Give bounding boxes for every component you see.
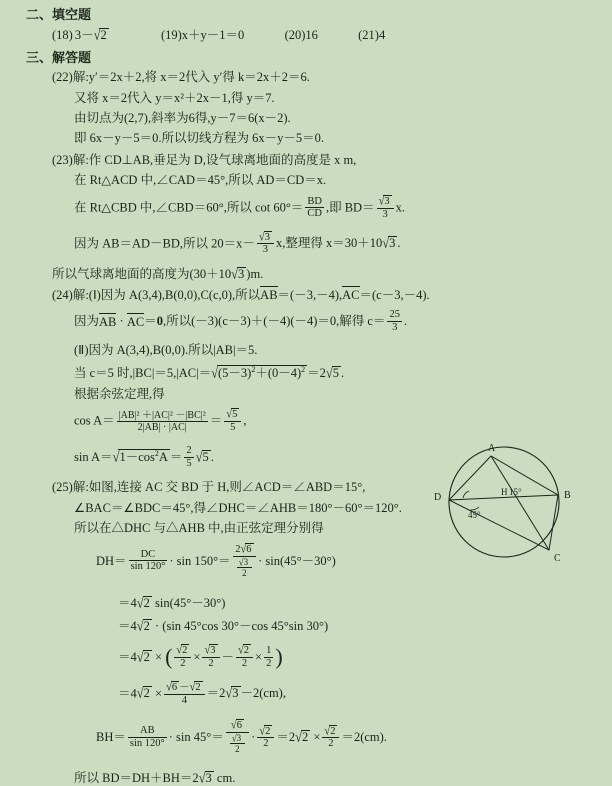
q24-line-5: 根据余弦定理,得 (74, 387, 165, 402)
svg-text:H: H (501, 487, 508, 497)
frac-sqrt6-sqrt2-4 (164, 681, 205, 707)
q23-l4-text-a: 因为 AB＝AD－BD,所以 20＝x－ (74, 236, 255, 251)
times-2: × (255, 649, 263, 664)
exam-answer-page (0, 7, 612, 786)
frac-num: √6 －√2 (166, 680, 201, 694)
frac-den: 3 (377, 208, 394, 221)
frac-num: √6 (230, 719, 242, 733)
frac-num: √2 (259, 724, 271, 738)
circle-quadrilateral-diagram (408, 440, 604, 564)
frac-cosine-rule (117, 410, 208, 433)
answer-18-text: 3－√2 (74, 26, 107, 43)
frac-den (233, 556, 256, 579)
frac-num: √2 (324, 724, 336, 738)
q23-line-1: (23)解:作 CD⊥AB,垂足为 D,设气球离地面的高度是 x m, (52, 152, 357, 167)
q23-l3-text-a: 在 Rt△CBD 中,∠CBD＝60°,所以 cot 60°＝ (74, 200, 304, 215)
comma-1: , (243, 414, 247, 429)
frac-num: DC (140, 548, 156, 560)
inner-frac-2 (230, 732, 245, 754)
q24-line-6 (74, 409, 612, 435)
fill-in-answer-row (52, 28, 612, 42)
frac-bd-cd (305, 196, 324, 221)
frac-sqrt6-over (226, 719, 249, 755)
q24-line-1: (24)解:(Ⅰ)因为 A(3,4),B(0,0),C(c,0),所以AB ＝(－3,－4),AC ＝(c－3,－4). (52, 288, 430, 303)
q25-line-1: (25)解:如图,连接 AC 交 BD 于 H,则∠ACD＝∠ABD＝15°, (52, 480, 366, 495)
frac-den: 2 (322, 737, 339, 750)
answer-18-num: (18) (52, 27, 73, 42)
q23-line-4 (74, 232, 612, 258)
q25-l8-tail: ＝2√3 －2(cm), (206, 685, 286, 702)
q25-line-9 (96, 720, 612, 756)
inner-frac (237, 556, 252, 578)
q23-line-5: 所以气球离地面的高度为(30＋10√3 )m. (52, 266, 264, 283)
q22-line-4: 即 6x－y－5＝0.所以切线方程为 6x－y－5＝0. (74, 130, 325, 145)
frac-sqrt3-2-a (202, 644, 219, 670)
frac-den: 2 (230, 743, 245, 754)
answer-19-text: x＋y－1＝0 (181, 27, 245, 42)
q25-line-5: ＝4√2 sin(45°－30°) (118, 594, 226, 611)
frac-den: 3 (257, 243, 274, 256)
q23-l3-text-c: x. (395, 200, 405, 215)
answer-21-num: (21) (358, 27, 379, 42)
q24-l7-tail: √5 . (195, 448, 214, 466)
svg-text:C: C (554, 553, 561, 564)
bh-label: BH＝ (96, 730, 126, 745)
frac-num: √2 (238, 644, 250, 658)
q22-line-2: 又将 x＝2代入 y＝x²＋2x－1,得 y＝7. (74, 90, 275, 105)
times-1: × (193, 649, 201, 664)
frac-num: √3 (378, 195, 390, 208)
svg-text:45°: 45° (468, 510, 481, 520)
sin-diff-text: · sin(45°－30°) (258, 553, 336, 568)
cos-a-label: cos A＝ (74, 414, 115, 429)
q22-line-3: 由切点为(2,7),斜率为6得,y－7＝6(x－2). (74, 110, 291, 125)
frac-sqrt3-3-b (257, 231, 274, 257)
frac-num: √5 (226, 408, 238, 422)
equals-1: ＝ (209, 414, 223, 429)
answer-20-num: (20) (284, 27, 306, 42)
frac-num: √3 (204, 644, 216, 658)
q25-line-8: ＝4√2 × $\frac{√6 -√2}{4}$ ＝2√3 －2(cm), (118, 680, 286, 706)
frac-den: 2 (266, 657, 272, 669)
frac-den: 2 (257, 737, 274, 750)
frac-sqrt2-2-a (174, 644, 191, 670)
frac-num: BD (307, 195, 322, 207)
dh-label: DH＝ (96, 553, 127, 568)
q25-l9-tail-b: ＝2(cm). (341, 730, 387, 745)
frac-den: 2|AB| · |AC| (117, 421, 208, 433)
frac-den: 3 (387, 321, 402, 334)
frac-den: 2 (174, 657, 191, 670)
q25-line-2: ∠BAC＝∠BDC＝45°,得∠DHC＝∠AHB＝180°－60°＝120°. (74, 500, 402, 515)
frac-num: √2 (176, 644, 188, 658)
frac-num: 2 (186, 444, 192, 456)
frac-1-2 (264, 645, 273, 670)
q24-line-7: $\sin A=√1-\cos^2A$ ＝ $\frac{2}{5}$ √5 . (74, 444, 214, 469)
frac-num: √3 (238, 555, 249, 568)
sin45-text: · sin 45°＝ (168, 730, 224, 745)
sin150-text: · sin 150°＝ (169, 553, 231, 568)
frac-num: |AB|² ＋|AC|² －|BC|² (118, 409, 206, 421)
q25-line-6: ＝4√2 · (sin 45°cos 30°－cos 45°sin 30°) (118, 617, 329, 634)
frac-den: 4 (164, 694, 205, 707)
q23-l4-text-b: x,整理得 x＝30＋10√3 . (275, 235, 401, 252)
frac-25-3 (387, 309, 402, 334)
frac-sqrt5-5 (224, 408, 241, 434)
dot-1: · (251, 730, 256, 745)
q25-line-7: ＝4√2 × ( $\frac{√2}{2}$ × $\frac{√3}{2}$ － $\frac{√2}{2}$ × $\frac{1}{2}$ ) (118, 643, 283, 670)
vector-ac: AC (342, 288, 360, 303)
q24-line-2: 因为AB · AC ＝0,所以(－3)(c－3)＋(－4)(－4)＝0,解得 c＝ $\frac{25}{3}$ . (74, 309, 408, 334)
frac-2sqrt6-sqrt3-2 (233, 543, 256, 579)
q23-l3-text-b: ,即 BD＝ (325, 200, 375, 215)
q23-line-3 (74, 196, 612, 222)
vector-ab: AB (260, 288, 278, 303)
frac-den: 5 (224, 421, 241, 434)
frac-sqrt3-3 (377, 195, 394, 221)
section-heading-3: 三、解答题 (26, 49, 92, 65)
frac-num: 25 (389, 309, 400, 321)
frac-ab-sin120 (128, 725, 167, 750)
frac-sqrt2-2-c (257, 725, 274, 751)
q25-line-10: 所以 BD＝DH＋BH＝2√3 cm. (74, 770, 236, 786)
q24-line-3: (Ⅱ)因为 A(3,4),B(0,0).所以|AB|＝5. (74, 342, 258, 357)
frac-num: √3 (258, 230, 270, 244)
frac-den: 2 (202, 657, 219, 670)
minus-1: － (221, 649, 235, 664)
frac-den: 5 (186, 457, 192, 469)
vector-ac-2: AC (126, 314, 145, 329)
frac-den (226, 732, 249, 755)
q22-line-1: (22)解:y′＝2x＋2,将 x＝2代入 y′得 k＝2x＋2＝6. (52, 70, 310, 85)
frac-den: sin 120° (130, 561, 166, 573)
frac-sqrt2-2-b (236, 644, 253, 670)
vector-ab-2: AB (99, 314, 117, 329)
frac-den: sin 120° (129, 737, 165, 749)
frac-num: √3 (231, 732, 242, 744)
q24-line-4: 当 c＝5 时$,|BC|=5,|AC|=√(5-3)^2+(0-4)^2 =2√5$ . (74, 365, 345, 382)
svg-text:D: D (434, 492, 442, 503)
answer-20-text: 16 (305, 27, 318, 42)
section-heading-2: 二、填空题 (26, 7, 92, 22)
frac-2-5 (184, 445, 193, 470)
q25-line-3: 所以在△DHC 与△AHB 中,由正弦定理分别得 (74, 520, 324, 535)
svg-text:B: B (564, 490, 571, 501)
frac-den: 2 (237, 567, 252, 578)
frac-num: 1 (266, 644, 272, 656)
frac-num: AB (139, 725, 155, 737)
frac-den: CD (307, 208, 322, 220)
svg-text:A: A (488, 443, 496, 454)
answer-21-text: 4 (378, 27, 386, 42)
frac-num: 2√6 (235, 542, 252, 556)
frac-sqrt2-2-d (322, 725, 339, 751)
q23-line-2: 在 Rt△ACD 中,∠CAD＝45°,所以 AD＝CD＝x. (74, 173, 327, 188)
svg-text:15°: 15° (509, 487, 522, 497)
frac-dc-sin120 (129, 549, 168, 574)
q25-l9-tail-a: ＝2√2 × (276, 729, 321, 746)
q24-l2-period: . (403, 314, 408, 329)
answer-19-num: (19) (160, 27, 182, 42)
frac-den: 2 (236, 657, 253, 670)
